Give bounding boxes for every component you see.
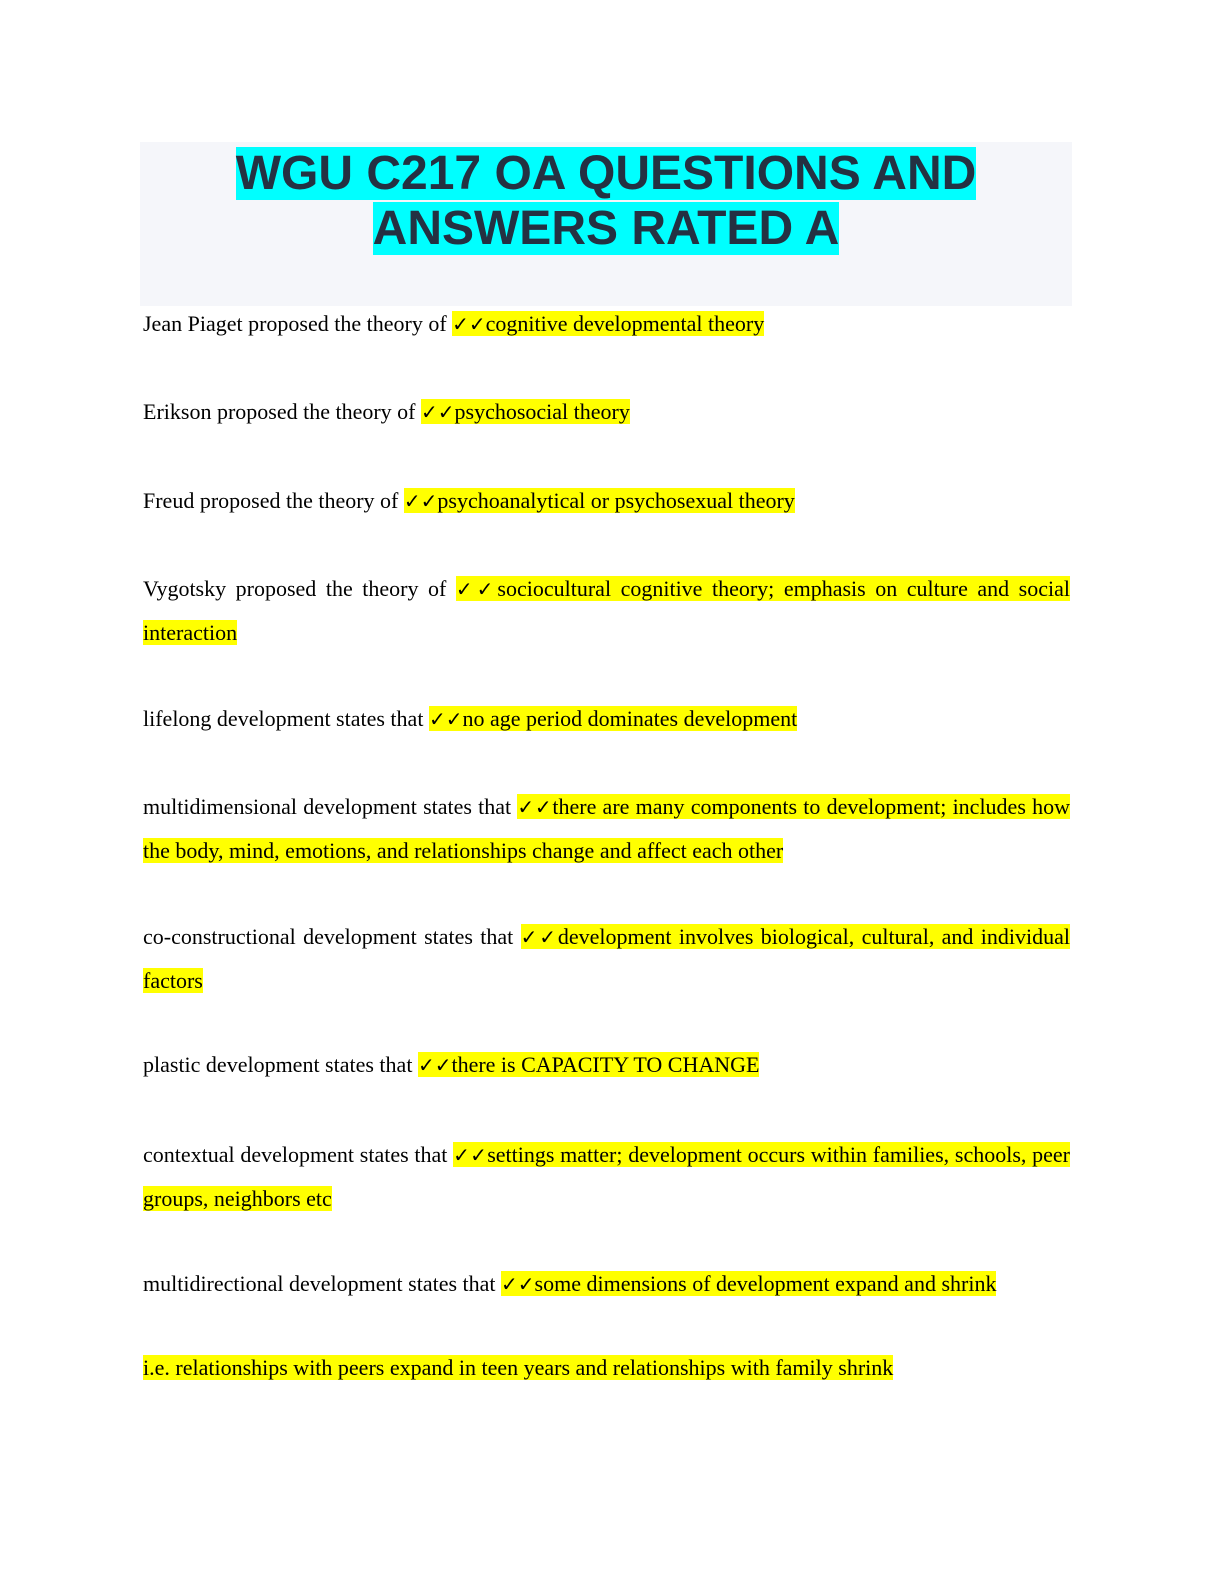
- qa-continuation: [143, 1346, 893, 1390]
- double-check-icon: ✓✓: [517, 795, 553, 819]
- qa-answer: psychoanalytical or psychosexual theory: [437, 488, 795, 513]
- qa-answer-highlight: [418, 1052, 760, 1077]
- qa-answer: development involves biological, cultural, and individual factors: [143, 924, 1071, 993]
- qa-answer-highlight: [429, 706, 797, 731]
- qa-item: [143, 1043, 1070, 1087]
- double-check-icon: ✓✓: [520, 925, 558, 949]
- qa-answer-highlight: [501, 1271, 996, 1296]
- qa-item: [143, 697, 1070, 741]
- title-line-1: WGU C217 OA QUESTIONS AND: [235, 147, 977, 200]
- title-line-2: ANSWERS RATED A: [372, 202, 840, 255]
- qa-answer-highlight: [404, 488, 795, 513]
- qa-question: contextual development states that: [143, 1142, 454, 1167]
- qa-question: co-constructional development states that: [143, 924, 521, 949]
- double-check-icon: ✓✓: [452, 312, 486, 336]
- qa-item: [143, 915, 1070, 1003]
- qa-item: [143, 1262, 1070, 1306]
- qa-item: [143, 390, 1070, 434]
- qa-item: [143, 785, 1070, 873]
- double-check-icon: ✓✓: [403, 489, 438, 513]
- qa-question: multidirectional development states that: [143, 1271, 502, 1296]
- continuation-text: i.e. relationships with peers expand in teen years and relationships with family shrink: [143, 1355, 894, 1380]
- qa-question: plastic development states that: [143, 1052, 418, 1077]
- qa-question: lifelong development states that: [143, 706, 429, 731]
- double-check-icon: ✓✓: [455, 577, 498, 601]
- qa-answer: there are many components to development; includes how the body, mind, emotions, and relationships change and affect each other: [143, 794, 1070, 863]
- qa-question: multidimensional development states that: [143, 794, 518, 819]
- double-check-icon: ✓✓: [428, 707, 463, 731]
- qa-item: [143, 1133, 1070, 1221]
- double-check-icon: ✓✓: [501, 1272, 535, 1296]
- qa-item: [143, 479, 1070, 523]
- qa-answer: cognitive developmental theory: [485, 311, 765, 336]
- qa-answer-highlight: [452, 311, 764, 336]
- qa-item: [143, 302, 1070, 346]
- qa-item: [143, 567, 1070, 655]
- qa-answer: psychosocial theory: [454, 399, 630, 424]
- qa-answer: no age period dominates development: [462, 706, 798, 731]
- qa-answer-highlight: [421, 399, 630, 424]
- double-check-icon: ✓✓: [453, 1143, 488, 1167]
- double-check-icon: ✓✓: [417, 1053, 452, 1077]
- title-banner: [140, 142, 1072, 306]
- qa-answer: there is CAPACITY TO CHANGE: [451, 1052, 760, 1077]
- qa-answer: some dimensions of development expand and shrink: [534, 1271, 997, 1296]
- qa-answer: settings matter; development occurs within families, schools, peer groups, neighbors etc: [143, 1142, 1070, 1211]
- qa-question: Vygotsky proposed the theory of: [143, 576, 456, 601]
- qa-question: Jean Piaget proposed the theory of: [143, 311, 453, 336]
- qa-question: Freud proposed the theory of: [143, 488, 404, 513]
- document-title: [140, 142, 1072, 256]
- double-check-icon: ✓✓: [421, 400, 455, 424]
- qa-answer: sociocultural cognitive theory; emphasis on culture and social interaction: [143, 576, 1070, 645]
- qa-question: Erikson proposed the theory of: [143, 399, 421, 424]
